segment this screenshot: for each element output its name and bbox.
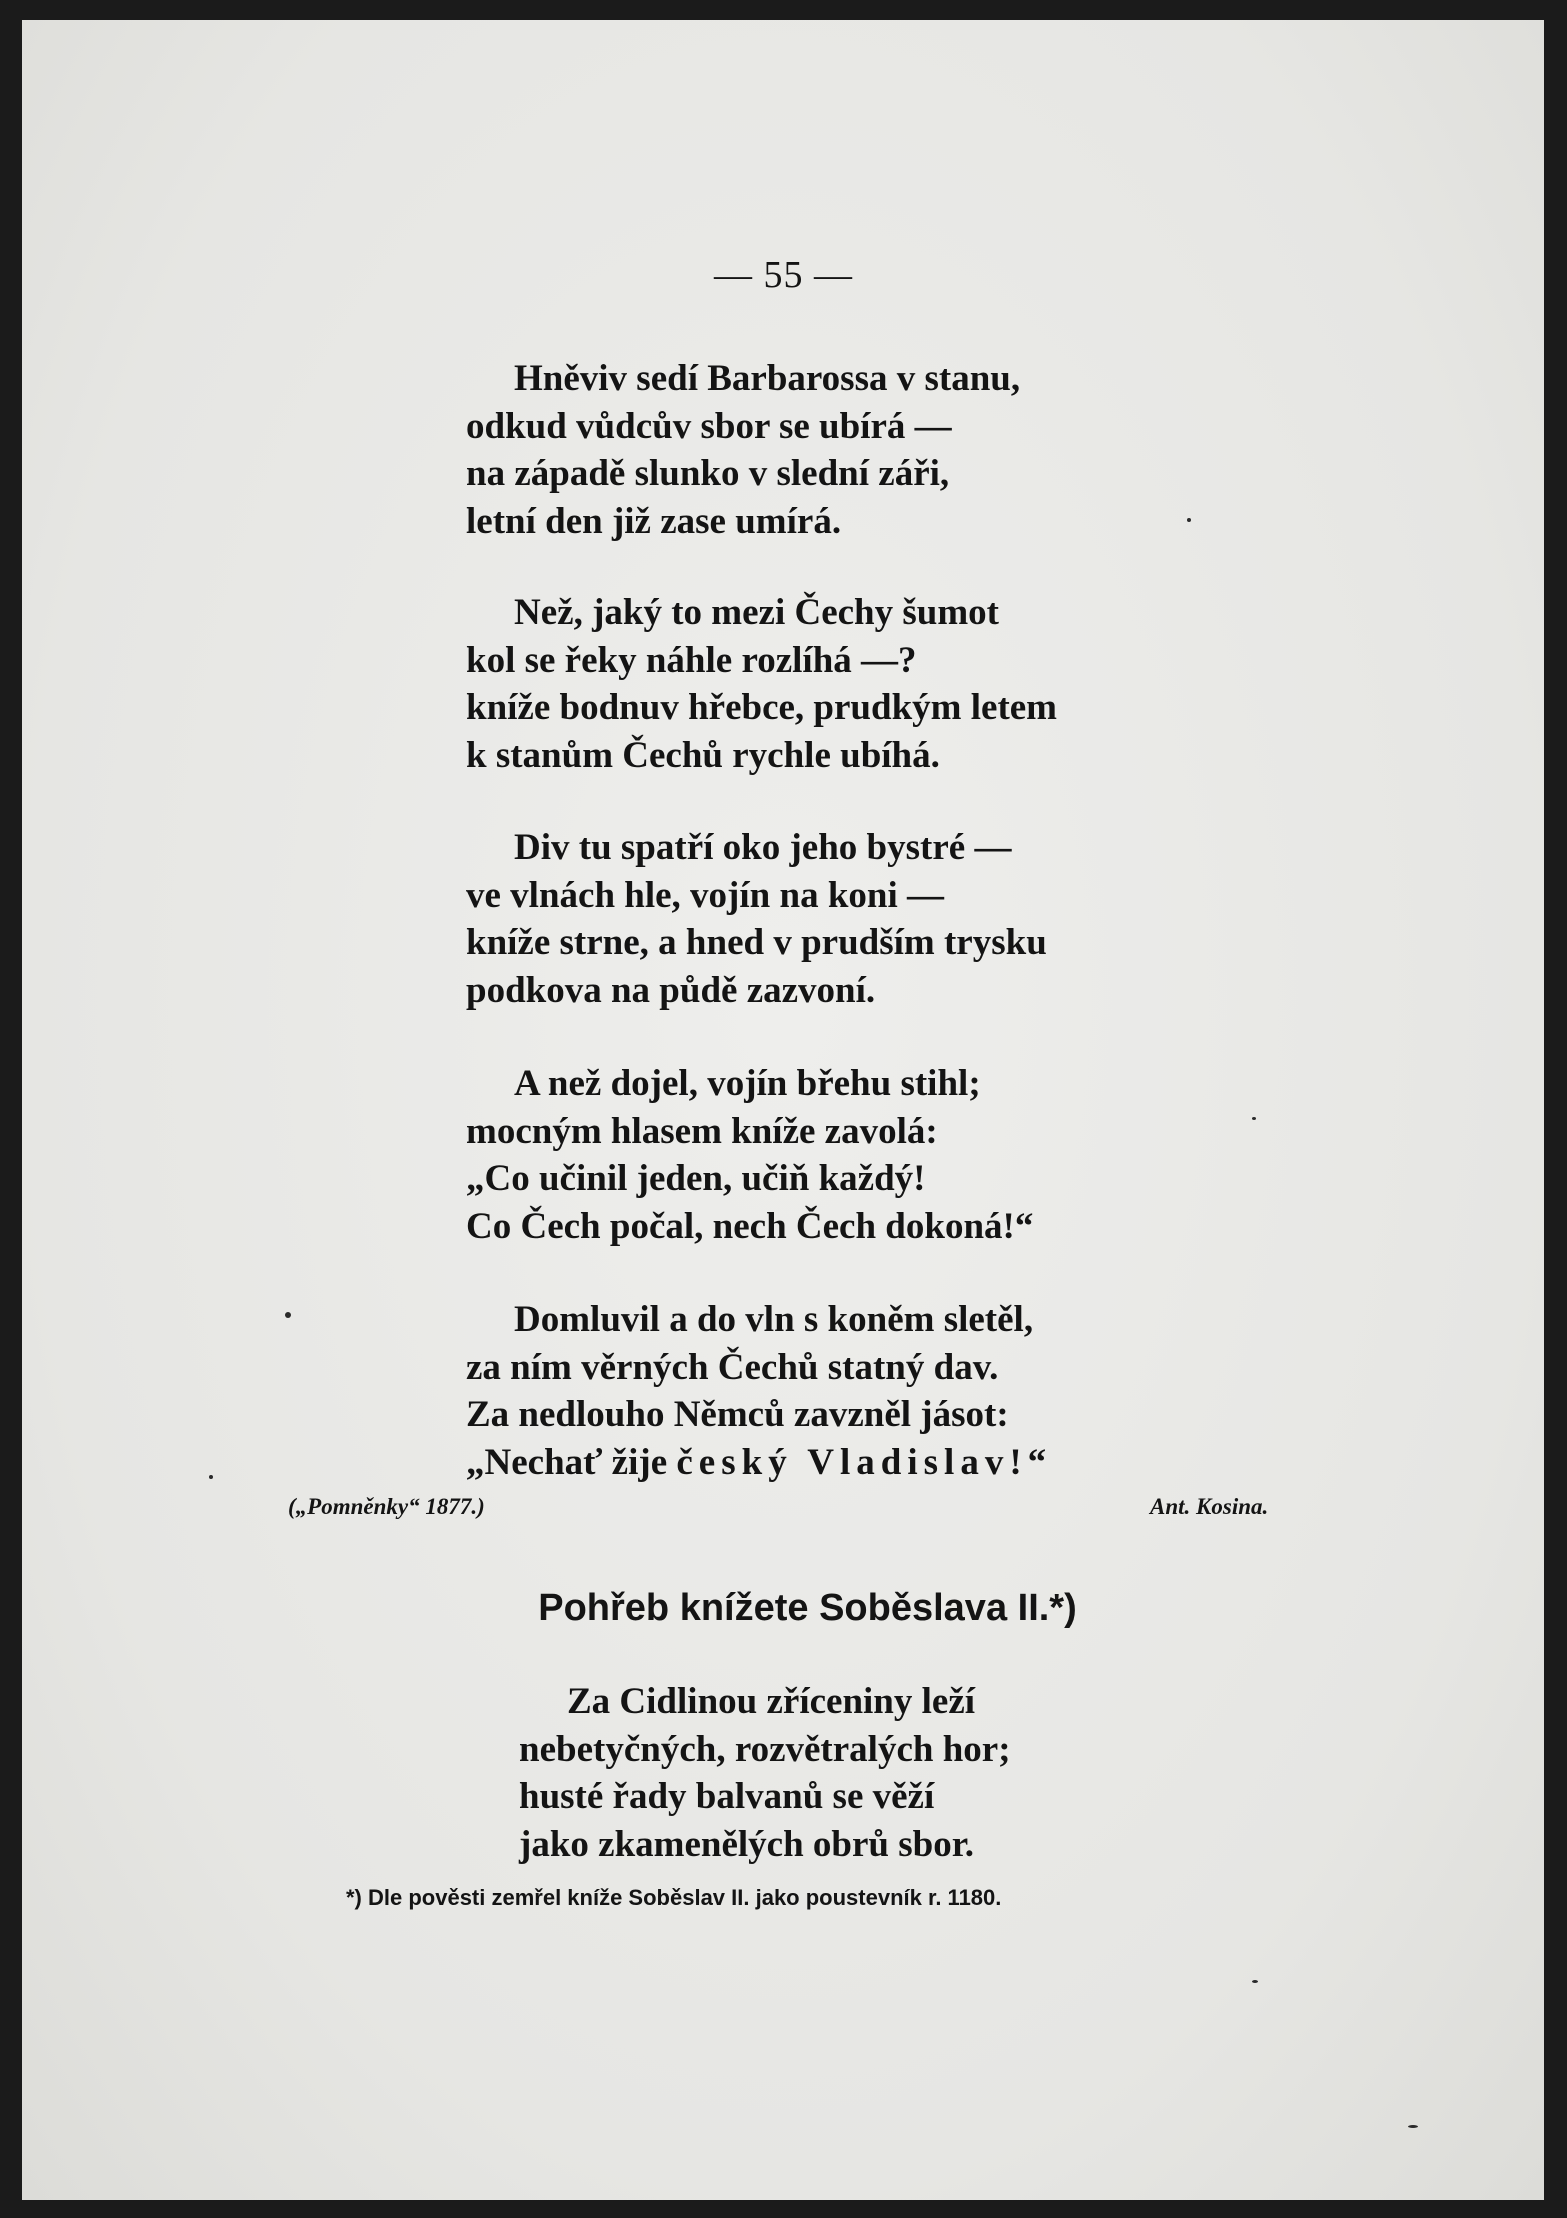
footnote: *) Dle pověsti zemřel kníže Soběslav II. jako poustevník r. 1180. bbox=[346, 1885, 1002, 1910]
stanza-5 bbox=[466, 1296, 1226, 1486]
scan-speck bbox=[285, 1312, 291, 1318]
verse-line: Domluvil a do vln s koněm sletěl, bbox=[514, 1299, 1034, 1340]
stanza-2 bbox=[466, 589, 1226, 779]
scan-speck bbox=[1408, 2125, 1418, 2128]
verse-line-part: „Nechať žije bbox=[466, 1441, 677, 1483]
scan-speck bbox=[1252, 1980, 1258, 1983]
stanza-1 bbox=[466, 355, 1226, 545]
verse-line: kníže bodnuv hřebce, prudkým letem bbox=[466, 687, 1058, 728]
verse-line: A než dojel, vojín břehu stihl; bbox=[514, 1063, 981, 1104]
scan-speck bbox=[1252, 1117, 1256, 1120]
verse-line: nebetyčných, rozvětralých hor; bbox=[519, 1728, 1011, 1770]
verse-line bbox=[466, 1439, 1226, 1487]
poem-source: („Pomněnky“ 1877.) bbox=[288, 1494, 485, 1519]
verse-line: mocným hlasem kníže zavolá: bbox=[466, 1110, 938, 1152]
verse-line: Hněviv sedí Barbarossa v stanu, bbox=[514, 358, 1021, 399]
verse-line: Než, jaký to mezi Čechy šumot bbox=[514, 592, 999, 633]
verse-line: letní den již zase umírá. bbox=[466, 500, 842, 542]
verse-line: „Co učinil jeden, učiň každý! bbox=[466, 1158, 926, 1199]
verse-line: kol se řeky náhle rozlíhá —? bbox=[466, 639, 917, 681]
stanza-3 bbox=[466, 824, 1226, 1014]
verse-line: kníže strne, a hned v prudším trysku bbox=[466, 922, 1047, 963]
stanza-4 bbox=[466, 1060, 1226, 1250]
scan-speck bbox=[209, 1475, 213, 1479]
verse-line: husté řady balvanů se věží bbox=[519, 1776, 935, 1817]
verse-line: Co Čech počal, nech Čech dokoná!“ bbox=[466, 1205, 1034, 1247]
stanza-poem2-1 bbox=[519, 1678, 1219, 1868]
poem-title: Pohřeb knížete Soběslava II.*) bbox=[538, 1587, 1077, 1629]
poem-author: Ant. Kosina. bbox=[1150, 1494, 1269, 1519]
page-number: — 55 — bbox=[714, 254, 853, 296]
verse-line: jako zkamenělých obrů sbor. bbox=[519, 1823, 975, 1865]
verse-line: Za nedlouho Němců zavzněl jásot: bbox=[466, 1394, 1009, 1435]
verse-line: za ním věrných Čechů statný dav. bbox=[466, 1346, 999, 1388]
verse-line: ve vlnách hle, vojín na koni — bbox=[466, 874, 945, 916]
verse-line: Div tu spatří oko jeho bystré — bbox=[514, 827, 1012, 868]
verse-line-spaced: český Vladislav!“ bbox=[676, 1441, 1053, 1483]
verse-line: odkud vůdcův sbor se ubírá — bbox=[466, 405, 952, 447]
verse-line: na západě slunko v slední záři, bbox=[466, 453, 950, 494]
verse-line: k stanům Čechů rychle ubíhá. bbox=[466, 734, 940, 776]
verse-line: podkova na půdě zazvoní. bbox=[466, 969, 876, 1011]
verse-line: Za Cidlinou zříceniny leží bbox=[567, 1681, 976, 1722]
scan-speck bbox=[1187, 518, 1191, 522]
